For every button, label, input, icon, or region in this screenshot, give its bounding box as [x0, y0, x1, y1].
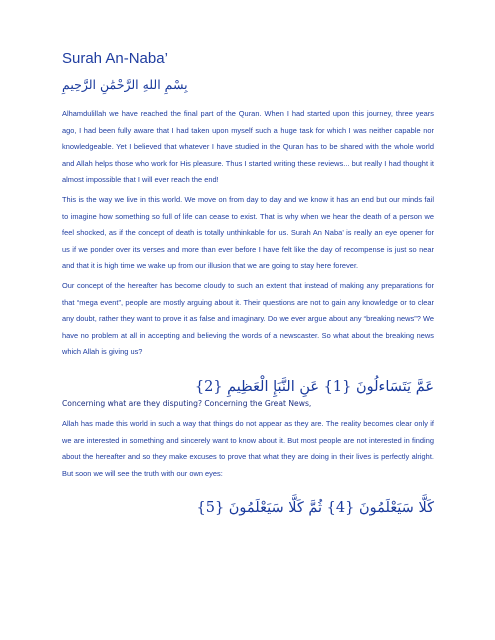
paragraph-hereafter: Our concept of the hereafter has become cloudy to such an extent that instead of making any preparations for that “mega event”, people are mostly arguing about it. Their questions are not to gain any knowledge or to clear any doubt, rather they want to prove it as false and imaginary. Do we ever argue about any “breaking news”? We have no problem at all in accepting and believing the words of a newscaster. So what about the breaking news which Allah is giving us?: [62, 280, 434, 357]
paragraph-reality: Allah has made this world in such a way that things do not appear as they are. The reality becomes clear only if we are interested in something and sincerely want to know about it. But most people are not interested in finding about the hereafter and so they make excuses to prove that what they are doing in their lives is perfectly alright. But soon we will see the truth with our own eyes:: [62, 418, 434, 478]
arabic-verse-4-5: كَلَّا سَيَعْلَمُونَ {4} ثُمَّ كَلَّا سَيَعْلَمُونَ {5}: [196, 500, 434, 517]
verse-translation: Concerning what are they disputing? Concerning the Great News,: [62, 398, 312, 408]
basmala: بِسْمِ اللهِ الرَّحْمَٰنِ الرَّحِيمِ: [62, 77, 188, 92]
page-title: Surah An-Naba’: [62, 50, 168, 67]
document-page: [62, 50, 434, 520]
paragraph-life: This is the way we live in this world. We move on from day to day and we know it has an end but our minds fail to imagine how something so full of life can cease to exist. That is why when we hear the death of a person we feel shocked, as if the concept of death is totally unthinkable for us. Surah An Naba’ is really an eye opener for us if we ponder over its verses and more than ever before I have felt like the day of recompense is just so near and that it is high time we wake up from our illusion that we are going to stay here forever.: [62, 194, 434, 271]
arabic-verse-1-2: عَمَّ يَتَسَاءلُونَ {1} عَنِ النَّبَإِ الْعَظِيمِ {2}: [194, 378, 434, 395]
paragraph-intro: Alhamdulillah we have reached the final part of the Quran. When I had started upon this journey, three years ago, I had been fully aware that I had taken upon myself such a huge task for which I was neither capable nor knowledgeable. Yet I believed that whatever I have studied in the Quran has to be shared with the whole world and Allah helps those who work for His pleasure. Thus I started writing these reviews... but really I had thought it almost impossible that I will ever reach the end!: [62, 109, 434, 185]
